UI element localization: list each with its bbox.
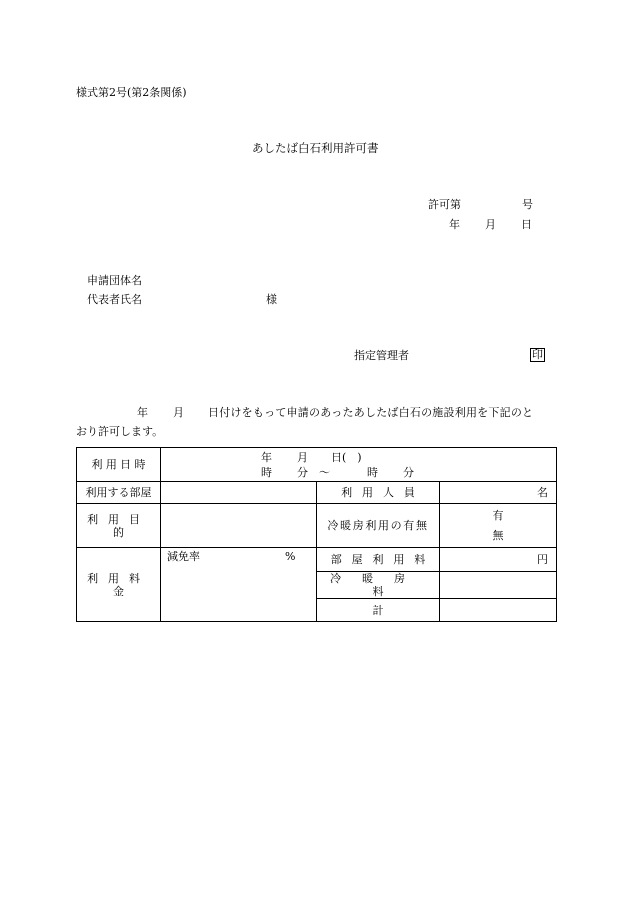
form-number: 様式第2号(第2条関係) — [76, 86, 187, 99]
applicant-group-label: 申請団体名 — [87, 274, 142, 287]
permit-date-day: 日 — [521, 218, 532, 231]
permit-number-suffix: 号 — [522, 198, 533, 211]
fee-label: 利用料金 — [87, 571, 150, 598]
dt-month: 月 — [297, 451, 308, 464]
body-line1: 日付けをもって申請のあったあしたば白石の施設利用を下記のと — [208, 406, 534, 419]
dt-tilde: 〜 — [319, 466, 330, 479]
row-fee-room — [77, 548, 557, 572]
use-datetime-label: 利用日時 — [91, 458, 149, 471]
honorific: 様 — [266, 293, 277, 306]
representative-label: 代表者氏名 — [87, 293, 142, 306]
purpose-label: 利用目的 — [87, 512, 150, 539]
yen-unit: 円 — [537, 553, 549, 566]
dt-hour: 時 — [261, 466, 272, 479]
heating-label-cell — [317, 504, 440, 548]
body-line2: おり許可します。 — [76, 425, 164, 438]
dt-hour2: 時 — [367, 466, 378, 479]
permit-number-label: 許可第 — [428, 198, 461, 211]
permit-date-year: 年 — [449, 218, 460, 231]
row-purpose — [77, 504, 557, 548]
total-label-cell — [317, 599, 440, 622]
heating-fee-label: 冷暖房料 — [330, 572, 426, 598]
purpose-label-cell — [77, 504, 161, 548]
people-unit: 名 — [537, 486, 549, 499]
fee-label-cell — [77, 548, 161, 622]
use-datetime-label-cell — [77, 448, 161, 482]
room-fee-label: 部屋利用料 — [330, 553, 436, 566]
heating-yes[interactable]: 有 — [492, 508, 504, 522]
heating-label: 冷暖房利用の有無 — [327, 519, 429, 532]
row-room — [77, 482, 557, 504]
purpose-value-cell[interactable] — [161, 504, 317, 548]
people-label-cell — [317, 482, 440, 504]
dt-minute2: 分 — [403, 466, 414, 479]
room-value-cell[interactable] — [161, 482, 317, 504]
room-fee-label-cell — [317, 548, 440, 572]
manager-label: 指定管理者 — [354, 349, 409, 362]
permit-date-month: 月 — [485, 218, 496, 231]
dt-minute: 分 — [297, 466, 308, 479]
permit-table — [76, 447, 557, 622]
heating-fee-label-cell — [317, 572, 440, 599]
total-value-cell[interactable] — [440, 599, 557, 622]
people-value-cell[interactable] — [440, 482, 557, 504]
percent-sign: % — [285, 550, 296, 563]
dt-year: 年 — [261, 451, 272, 464]
heating-choice-cell[interactable] — [440, 504, 557, 548]
seal-stamp: 印 — [532, 348, 543, 361]
document-title: あしたば白石利用許可書 — [252, 141, 379, 155]
people-label: 利用人員 — [341, 486, 425, 499]
heating-fee-value-cell[interactable] — [440, 572, 557, 599]
body-month: 月 — [173, 406, 184, 419]
room-label: 利用する部屋 — [85, 486, 152, 499]
reduction-label: 減免率 — [167, 550, 200, 563]
heating-no[interactable]: 無 — [492, 528, 504, 542]
row-use-datetime — [77, 448, 557, 482]
reduction-cell[interactable] — [161, 548, 317, 622]
room-label-cell — [77, 482, 161, 504]
use-datetime-cell — [161, 448, 557, 482]
body-year: 年 — [137, 406, 148, 419]
room-fee-value-cell[interactable] — [440, 548, 557, 572]
dt-day-paren: 日( ) — [331, 451, 362, 464]
total-label: 計 — [372, 603, 384, 617]
